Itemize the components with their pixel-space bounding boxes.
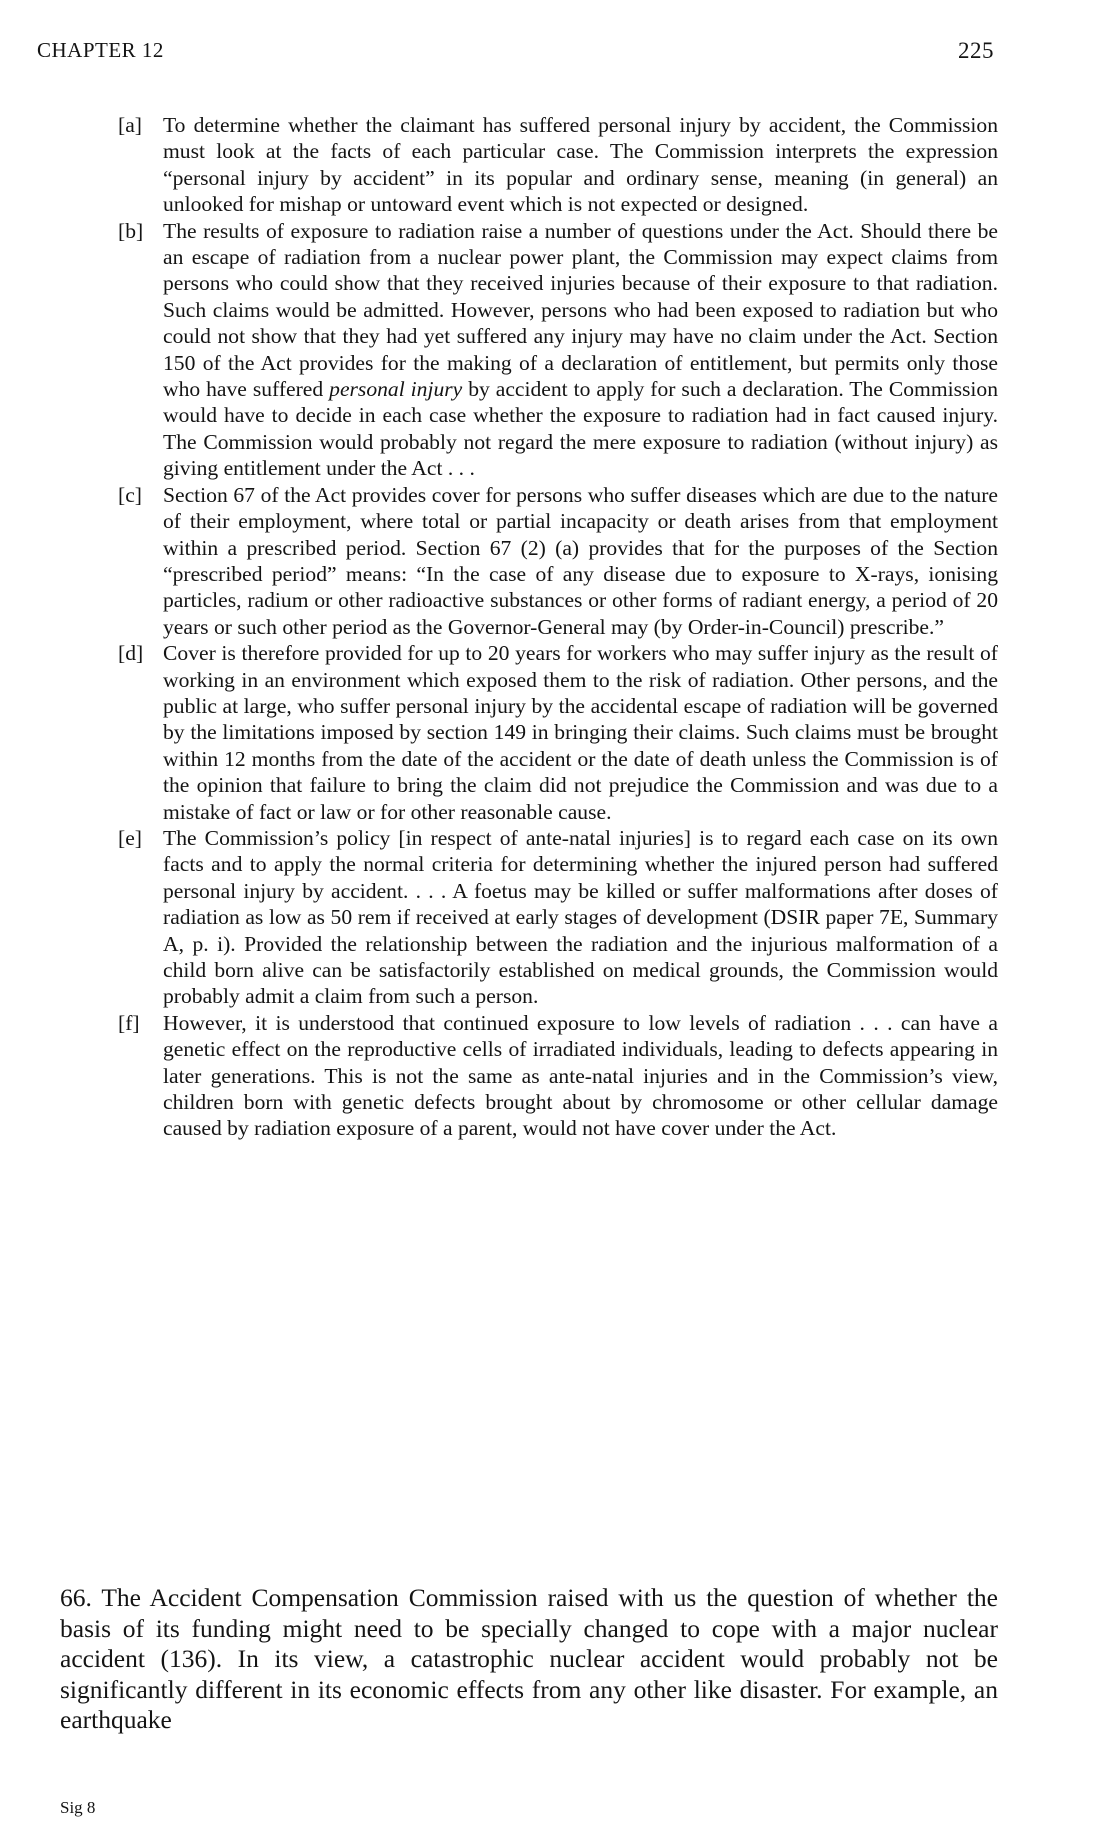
quote-label: [e] [118,825,142,850]
paragraph-66 [60,1583,998,1736]
paragraph-number: 66. [60,1583,92,1612]
quote-text [163,218,998,482]
quoted-submission [118,112,998,1142]
quote-text-part: The results of exposure to radiation raise a number of questions under the Act. Should there be an escape of radiation from a nuclear power plant, the Commission may expect claims from persons who could show that they received injuries because of their exposure to that radiation. Such claims would be admitted. However, persons who had been exposed to radiation but who could not show that they had yet suffered any injury may have no claim under the Act. Section 150 of the Act provides for the making of a declaration of entitlement, but permits only those who have suffered [163,218,998,402]
quote-item-f [118,1010,998,1142]
paragraph-text: The Accident Compensation Commission raised with us the question of whether the basis of its funding might need to be specially changed to cope with a major nuclear accident (136). In its view, a catastrophic nuclear accident would probably not be significantly different in its economic effects from any other like disaster. For example, an earthquake [60,1583,998,1734]
quote-text: Cover is therefore provided for up to 20 years for workers who may suffer injury as the result of working in an environment which exposed them to the risk of radiation. Other persons, and the public at large, who suffer personal injury by the accidental escape of radiation will be governed by the limitations imposed by section 149 in bringing their claims. Such claims must be brought within 12 months from the date of the accident or the date of death unless the Commission is of the opinion that failure to bring the claim did not prejudice the Commission and was due to a mistake of fact or law or for other reasonable cause. [163,641,998,824]
quote-item-e [118,825,998,1010]
emphasis-personal-injury: personal injury [329,377,463,402]
quote-text: To determine whether the claimant has suffered personal injury by accident, the Commission must look at the facts of each particular case. The Commission interprets the expression “personal injury by accident” in its popular and ordinary sense, meaning (in general) an unlooked for mishap or untoward event which is not expected or designed. [163,113,998,217]
quote-text: Section 67 of the Act provides cover for persons who suffer diseases which are due to the nature of their employment, where total or partial incapacity or death arises from that employment within a prescribed period. Section 67 (2) (a) provides that for the purposes of the Section “prescribed period” means: “In the case of any disease due to exposure to X-rays, ionising particles, radium or other radioactive substances or other forms of radiant energy, a period of 20 years or such other period as the Governor-General may (by Order-in-Council) prescribe.” [163,482,998,639]
quote-label: [d] [118,641,144,666]
chapter-heading: CHAPTER 12 [37,38,164,62]
quote-item-c [118,482,998,640]
signature-mark: Sig 8 [60,1798,96,1817]
quote-label: [a] [118,113,142,137]
quote-item-a [118,112,998,218]
quote-item-d [118,640,998,825]
quote-label: [f] [118,1010,140,1035]
quote-text: However, it is understood that continued exposure to low levels of radiation . . . can have a genetic effect on the reproductive cells of irradiated individuals, leading to defects appearing in later generations. This is not the same as ante-natal injuries and in the Commission’s view, children born with genetic defects brought about by chromosome or other cellular damage caused by radiation exposure of a parent, would not have cover under the Act. [163,1010,998,1141]
quote-label: [c] [118,482,142,507]
quote-text: The Commission’s policy [in respect of ante-natal injuries] is to regard each case on its own facts and to apply the normal criteria for determining whether the injured person had suffered personal injury by accident. . . . A foetus may be killed or suffer malformations after doses of radiation as low as 50 rem if received at early stages of development (DSIR paper 7E, Summary A, p. i). Provided the relationship between the radiation and the injurious malformation of a child born alive can be satisfactorily established on medical grounds, the Commission would probably admit a claim from such a person. [163,825,998,1009]
quote-item-b [118,218,998,482]
page-number: 225 [958,38,994,63]
quote-text-part: by accident to apply for such a declaration. The Commission would have to decide in each case whether the exposure to radiation had in fact caused injury. The Commission would probably not regard the mere exposure to radiation (without injury) as giving entitlement under the Act . . . [163,377,999,481]
quote-label: [b] [118,218,144,243]
